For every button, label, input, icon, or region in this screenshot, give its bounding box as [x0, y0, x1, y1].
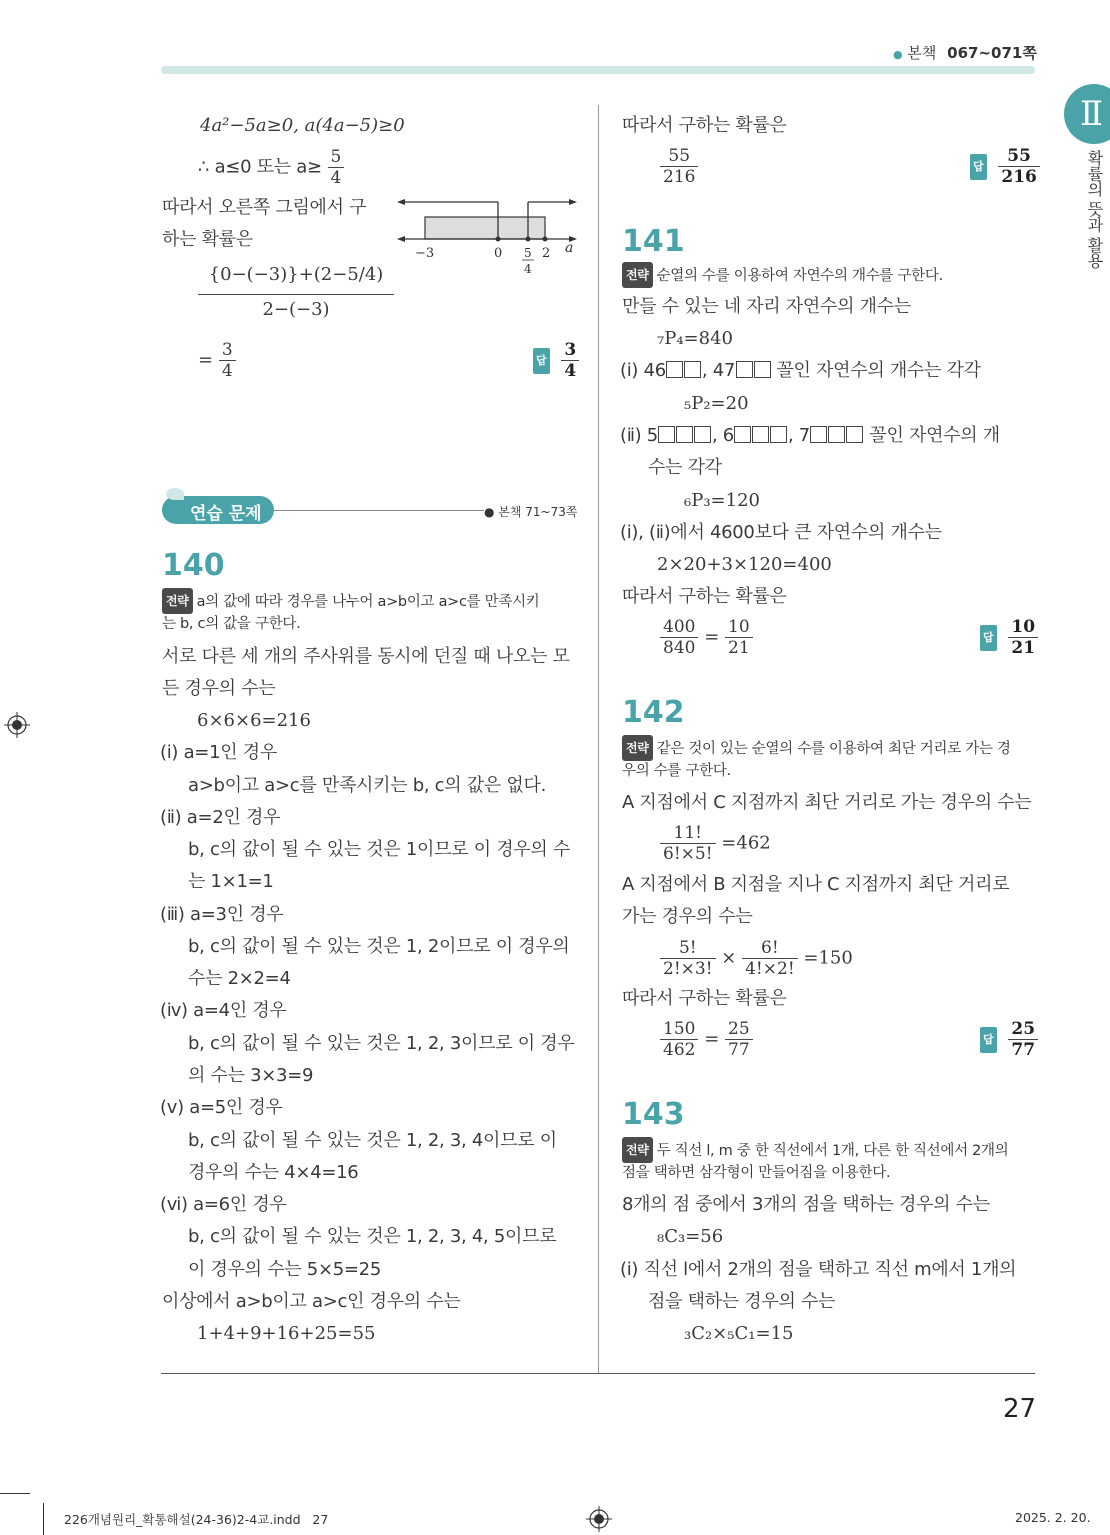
- expression-fraction: {0−(−3)}+(2−5/4) 2−(−3): [198, 260, 394, 325]
- text-line: b, c의 값이 될 수 있는 것은 1, 2이므로 이 경우의: [188, 936, 570, 957]
- chapter-numeral: Ⅱ: [1080, 94, 1104, 134]
- problem-number: 140: [162, 548, 225, 583]
- text-line: 따라서 구하는 확률은: [622, 115, 787, 136]
- bottom-rule: [161, 1373, 1035, 1374]
- bullet-icon: ●: [893, 48, 903, 61]
- text-line: A 지점에서 B 지점을 지나 C 지점까지 최단 거리로: [622, 874, 1010, 895]
- answer-tag: 답: [980, 1027, 997, 1053]
- header-bar: [161, 66, 1035, 74]
- case-heading: (ⅰ) a=1인 경우: [160, 742, 277, 763]
- practice-rule: [274, 510, 484, 511]
- case-heading: (ⅰ) 46 , 47 꼴인 자연수의 개수는 각각: [620, 360, 981, 381]
- fraction-line: $\frac{400}{840}$ = $\frac{10}{21}$: [660, 617, 753, 658]
- fraction-line: $\frac{55}{216}$: [660, 146, 698, 187]
- strategy: 전략 같은 것이 있는 순열의 수를 이용하여 최단 거리로 가는 경: [622, 735, 1011, 761]
- text-line: 는 1×1=1: [188, 871, 274, 892]
- text-line: b, c의 값이 될 수 있는 것은 1, 2, 3, 4이므로 이: [188, 1130, 557, 1151]
- problem-number: 141: [622, 224, 685, 259]
- text-line: 이 경우의 수는 5×5=25: [188, 1259, 381, 1280]
- practice-ref: ● 본책 71~73쪽: [484, 505, 578, 519]
- fraction-line: $\frac{11!}{6!\times 5!}$ =462: [660, 823, 771, 864]
- text-line: 따라서 구하는 확률은: [622, 586, 787, 607]
- blank-box-icon: [752, 426, 769, 443]
- math-line: ₃C₂×₅C₁=15: [684, 1323, 794, 1344]
- case-heading: (ⅰ) 직선 l에서 2개의 점을 택하고 직선 m에서 1개의: [620, 1259, 1017, 1280]
- blank-box-icon: [754, 361, 771, 378]
- text-line: b, c의 값이 될 수 있는 것은 1, 2, 3이므로 이 경우: [188, 1033, 575, 1054]
- ineq-line-2: ∴ a≤0 또는 a≥ $\frac{5}{4}$: [198, 147, 344, 188]
- case-heading: (ⅱ) 5 , 6 , 7 꼴인 자연수의 개: [620, 425, 1000, 446]
- strategy: 전략 순열의 수를 이용하여 자연수의 개수를 구한다.: [622, 262, 943, 288]
- blank-box-icon: [658, 426, 675, 443]
- math-line: 1+4+9+16+25=55: [197, 1323, 376, 1344]
- blank-box-icon: [770, 426, 787, 443]
- number-line-figure: [395, 190, 580, 280]
- strategy-tag: 전략: [622, 1137, 653, 1163]
- math-line: ₅P₂=20: [684, 393, 749, 414]
- footer-file: 226개념원리_확통해설(24-36)2-4교.indd 27: [64, 1512, 329, 1527]
- answer: 답 $\frac{55}{216}$: [970, 146, 1040, 187]
- problem-number: 142: [622, 695, 685, 730]
- column-divider: [598, 105, 599, 1373]
- text-line: 8개의 점 중에서 3개의 점을 택하는 경우의 수는: [622, 1194, 990, 1215]
- text-line: 가는 경우의 수는: [622, 906, 753, 927]
- header-pages: 067~071쪽: [947, 44, 1037, 62]
- practice-title: 연습 문제: [190, 504, 262, 524]
- strategy-tag: 전략: [622, 735, 653, 761]
- blank-box-icon: [828, 426, 845, 443]
- math-line: 2×20+3×120=400: [657, 554, 832, 575]
- blank-box-icon: [684, 361, 701, 378]
- text-line: 따라서 오른쪽 그림에서 구: [162, 197, 367, 218]
- answer-tag: 답: [533, 348, 550, 374]
- blank-box-icon: [734, 426, 751, 443]
- strategy: 는 b, c의 값을 구한다.: [162, 616, 301, 632]
- ineq-line-1: 4a²−5a≥0, a(4a−5)≥0: [200, 115, 405, 136]
- text-line: 의 수는 3×3=9: [188, 1065, 314, 1086]
- math-line: 6×6×6=216: [197, 710, 311, 731]
- footer-date: 2025. 2. 20.: [1015, 1510, 1091, 1525]
- answer-tag: 답: [980, 625, 997, 651]
- answer: 답 $\frac{10}{21}$: [980, 617, 1038, 658]
- text-line: 수는 2×2=4: [188, 968, 291, 989]
- blank-box-icon: [810, 426, 827, 443]
- strategy-tag: 전략: [162, 588, 193, 614]
- axis-label: a: [565, 240, 574, 256]
- header-label: 본책: [907, 44, 937, 62]
- answer: 답 $\frac{3}{4}$: [533, 340, 579, 381]
- text-line: 이상에서 a>b이고 a>c인 경우의 수는: [162, 1291, 461, 1312]
- case-heading: (ⅱ) a=2인 경우: [160, 807, 281, 828]
- tick-label: 2: [542, 246, 551, 261]
- blank-box-icon: [676, 426, 693, 443]
- registration-mark-icon: [586, 1506, 612, 1532]
- case-heading: (ⅴ) a=5인 경우: [160, 1097, 283, 1118]
- text-line: b, c의 값이 될 수 있는 것은 1, 2, 3, 4, 5이므로: [188, 1226, 557, 1247]
- text-line: 서로 다른 세 개의 주사위를 동시에 던질 때 나오는 모: [162, 646, 570, 667]
- blank-box-icon: [846, 426, 863, 443]
- math-line: ₆P₃=120: [684, 490, 760, 511]
- case-heading: (ⅵ) a=6인 경우: [160, 1194, 287, 1215]
- crop-mark: [43, 1503, 44, 1535]
- text-line: 따라서 구하는 확률은: [622, 988, 787, 1009]
- chapter-title: 확률의 뜻과 활용: [1085, 150, 1104, 268]
- text-line: b, c의 값이 될 수 있는 것은 1이므로 이 경우의 수: [188, 839, 571, 860]
- math-line: ₇P₄=840: [657, 328, 733, 349]
- case-heading: (ⅲ) a=3인 경우: [160, 904, 284, 925]
- text-line: a>b이고 a>c를 만족시키는 b, c의 값은 없다.: [188, 775, 546, 796]
- answer-tag: 답: [970, 154, 987, 180]
- tick-label: 5: [524, 246, 532, 260]
- strategy: 우의 수를 구한다.: [622, 763, 731, 779]
- header-ref: [893, 42, 1037, 63]
- case-heading: (ⅳ) a=4인 경우: [160, 1000, 287, 1021]
- text-line: 경우의 수는 4×4=16: [188, 1162, 359, 1183]
- text-line: A 지점에서 C 지점까지 최단 거리로 가는 경우의 수는: [622, 792, 1032, 813]
- tick-label: 4: [524, 262, 532, 276]
- fraction-line: $\frac{5!}{2!\times 3!}$ × $\frac{6!}{4!\times 2!}$ =150: [660, 938, 853, 979]
- text-line: (ⅰ), (ⅱ)에서 4600보다 큰 자연수의 개수는: [620, 522, 942, 543]
- text-line: 든 경우의 수는: [162, 678, 276, 699]
- blank-box-icon: [666, 361, 683, 378]
- answer: 답 $\frac{25}{77}$: [980, 1019, 1038, 1060]
- result-line: = $\frac{3}{4}$: [198, 340, 236, 381]
- leaf-icon: [166, 488, 184, 500]
- strategy: 점을 택하면 삼각형이 만들어짐을 이용한다.: [622, 1165, 891, 1181]
- problem-number: 143: [622, 1097, 685, 1132]
- tick-label: −3: [415, 246, 435, 261]
- strategy-tag: 전략: [622, 262, 653, 288]
- blank-box-icon: [736, 361, 753, 378]
- blank-box-icon: [694, 426, 711, 443]
- crop-mark: [0, 1493, 30, 1494]
- math-line: ₈C₃=56: [657, 1226, 724, 1247]
- text-line: 만들 수 있는 네 자리 자연수의 개수는: [622, 296, 911, 317]
- strategy: 전략 두 직선 l, m 중 한 직선에서 1개, 다른 한 직선에서 2개의: [622, 1137, 1008, 1163]
- strategy: 전략 a의 값에 따라 경우를 나누어 a>b이고 a>c를 만족시키: [162, 588, 540, 614]
- text-line: 점을 택하는 경우의 수는: [648, 1291, 836, 1312]
- text-line: 하는 확률은: [162, 229, 253, 250]
- tick-label: 0: [494, 246, 503, 261]
- text-line: 수는 각각: [648, 457, 722, 478]
- registration-mark-icon: [4, 712, 30, 738]
- page-number: 27: [1003, 1394, 1037, 1424]
- fraction-line: $\frac{150}{462}$ = $\frac{25}{77}$: [660, 1019, 753, 1060]
